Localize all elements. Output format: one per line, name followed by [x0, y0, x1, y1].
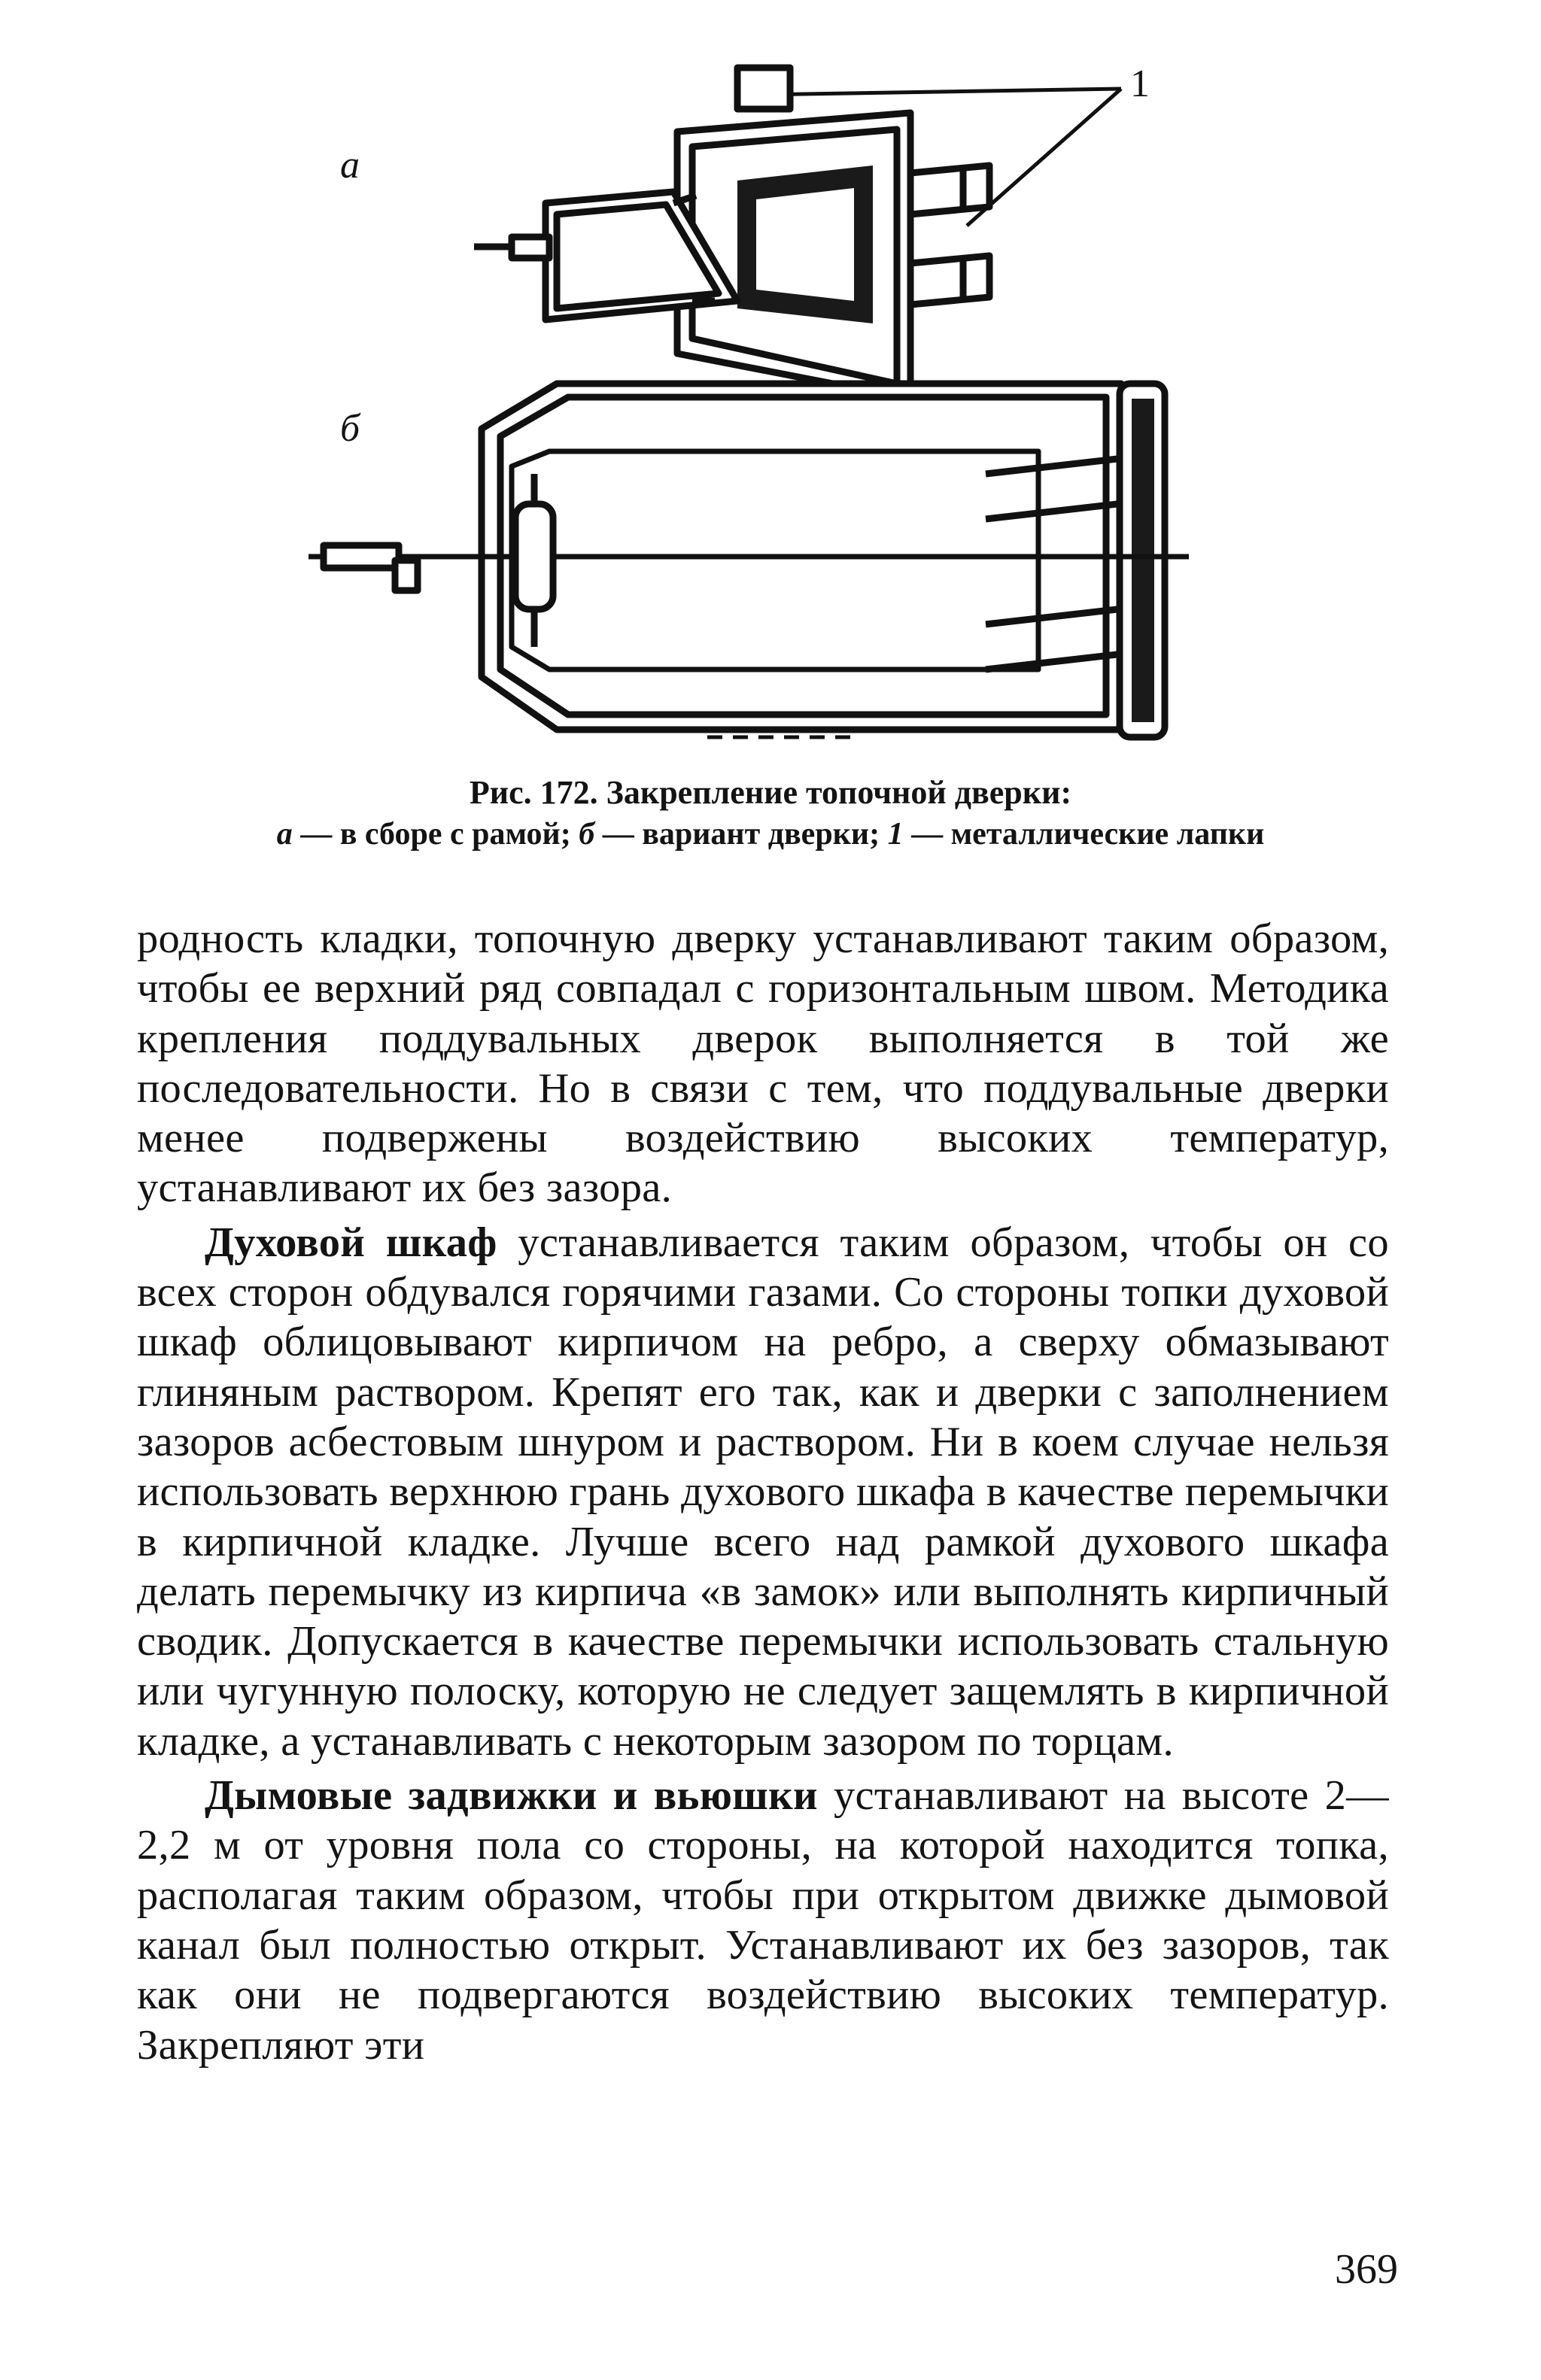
legend-a-key: а — [276, 817, 293, 852]
legend-1-text: — металлические лапки — [903, 817, 1265, 852]
paragraph-text: устанавливают на высоте 2—2,2 м от уровня пола со стороны, на которой находится топка, располагая таким образом, чтобы при открытом движке дымовой канал был полностью открыт. Устанавливают их без зазоров, так как они не подвергаются воздействию высоких температур. Закрепляют эти — [137, 1772, 1389, 2069]
figure-legend — [0, 816, 1541, 852]
legend-b-text: — вариант дверки; — [594, 817, 888, 852]
legend-a-text: — в сборе с рамой; — [292, 817, 579, 852]
figure-label-1: 1 — [1130, 62, 1150, 105]
legend-b-key: б — [579, 817, 595, 852]
figure-label-b: б — [340, 407, 360, 450]
figure-drawing — [286, 53, 1189, 767]
legend-1-key: 1 — [887, 817, 904, 852]
figure-caption: Рис. 172. Закрепление топочной дверки: — [469, 774, 1072, 811]
page-number: 369 — [1335, 2246, 1398, 2293]
paragraph — [137, 914, 1389, 1213]
door-variant-b — [309, 384, 1189, 737]
paragraph-text: устанавливается таким образом, чтобы он со всех сторон обдувался горячими газами. Со стороны топки духовой шкаф облицовывают кирпичом на ребро, а сверху обмазывают глиняным раствором. Крепят его так, как и дверки с заполнением зазоров асбестовым шнуром и раствором. Ни в коем случае нельзя использовать верхнюю грань духового шкафа в качестве перемычки в кирпичной кладке. Лучше всего над рамкой духового шкафа делать перемычку из кирпича «в замок» или выполнять кирпичный сводик. Допускается в качестве перемычки использовать стальную или чугунную полоску, которую не следует защемлять в кирпичной кладке, а устанавливать с некоторым зазором по торцам. — [137, 1219, 1389, 1765]
figure-label-a: а — [340, 144, 360, 187]
body-text — [137, 914, 1389, 2070]
paragraph — [137, 1218, 1389, 1766]
paragraph — [137, 1771, 1389, 2070]
paragraph-text: родность кладки, топочную дверку устанавливают таким образом, чтобы ее верхний ряд совпадал с горизонтальным швом. Методика крепления поддувальных дверок выполняется в той же последовательности. Но в связи с тем, что поддувальные дверки менее подвержены воздействию высоких температур, устанавливают их без зазора. — [137, 915, 1389, 1212]
door-assembly-a — [474, 68, 1121, 399]
paragraph-lead: Духовой шкаф — [205, 1219, 497, 1266]
figure-172 — [286, 53, 1189, 767]
paragraph-lead: Дымовые задвижки и вьюшки — [205, 1772, 818, 1820]
